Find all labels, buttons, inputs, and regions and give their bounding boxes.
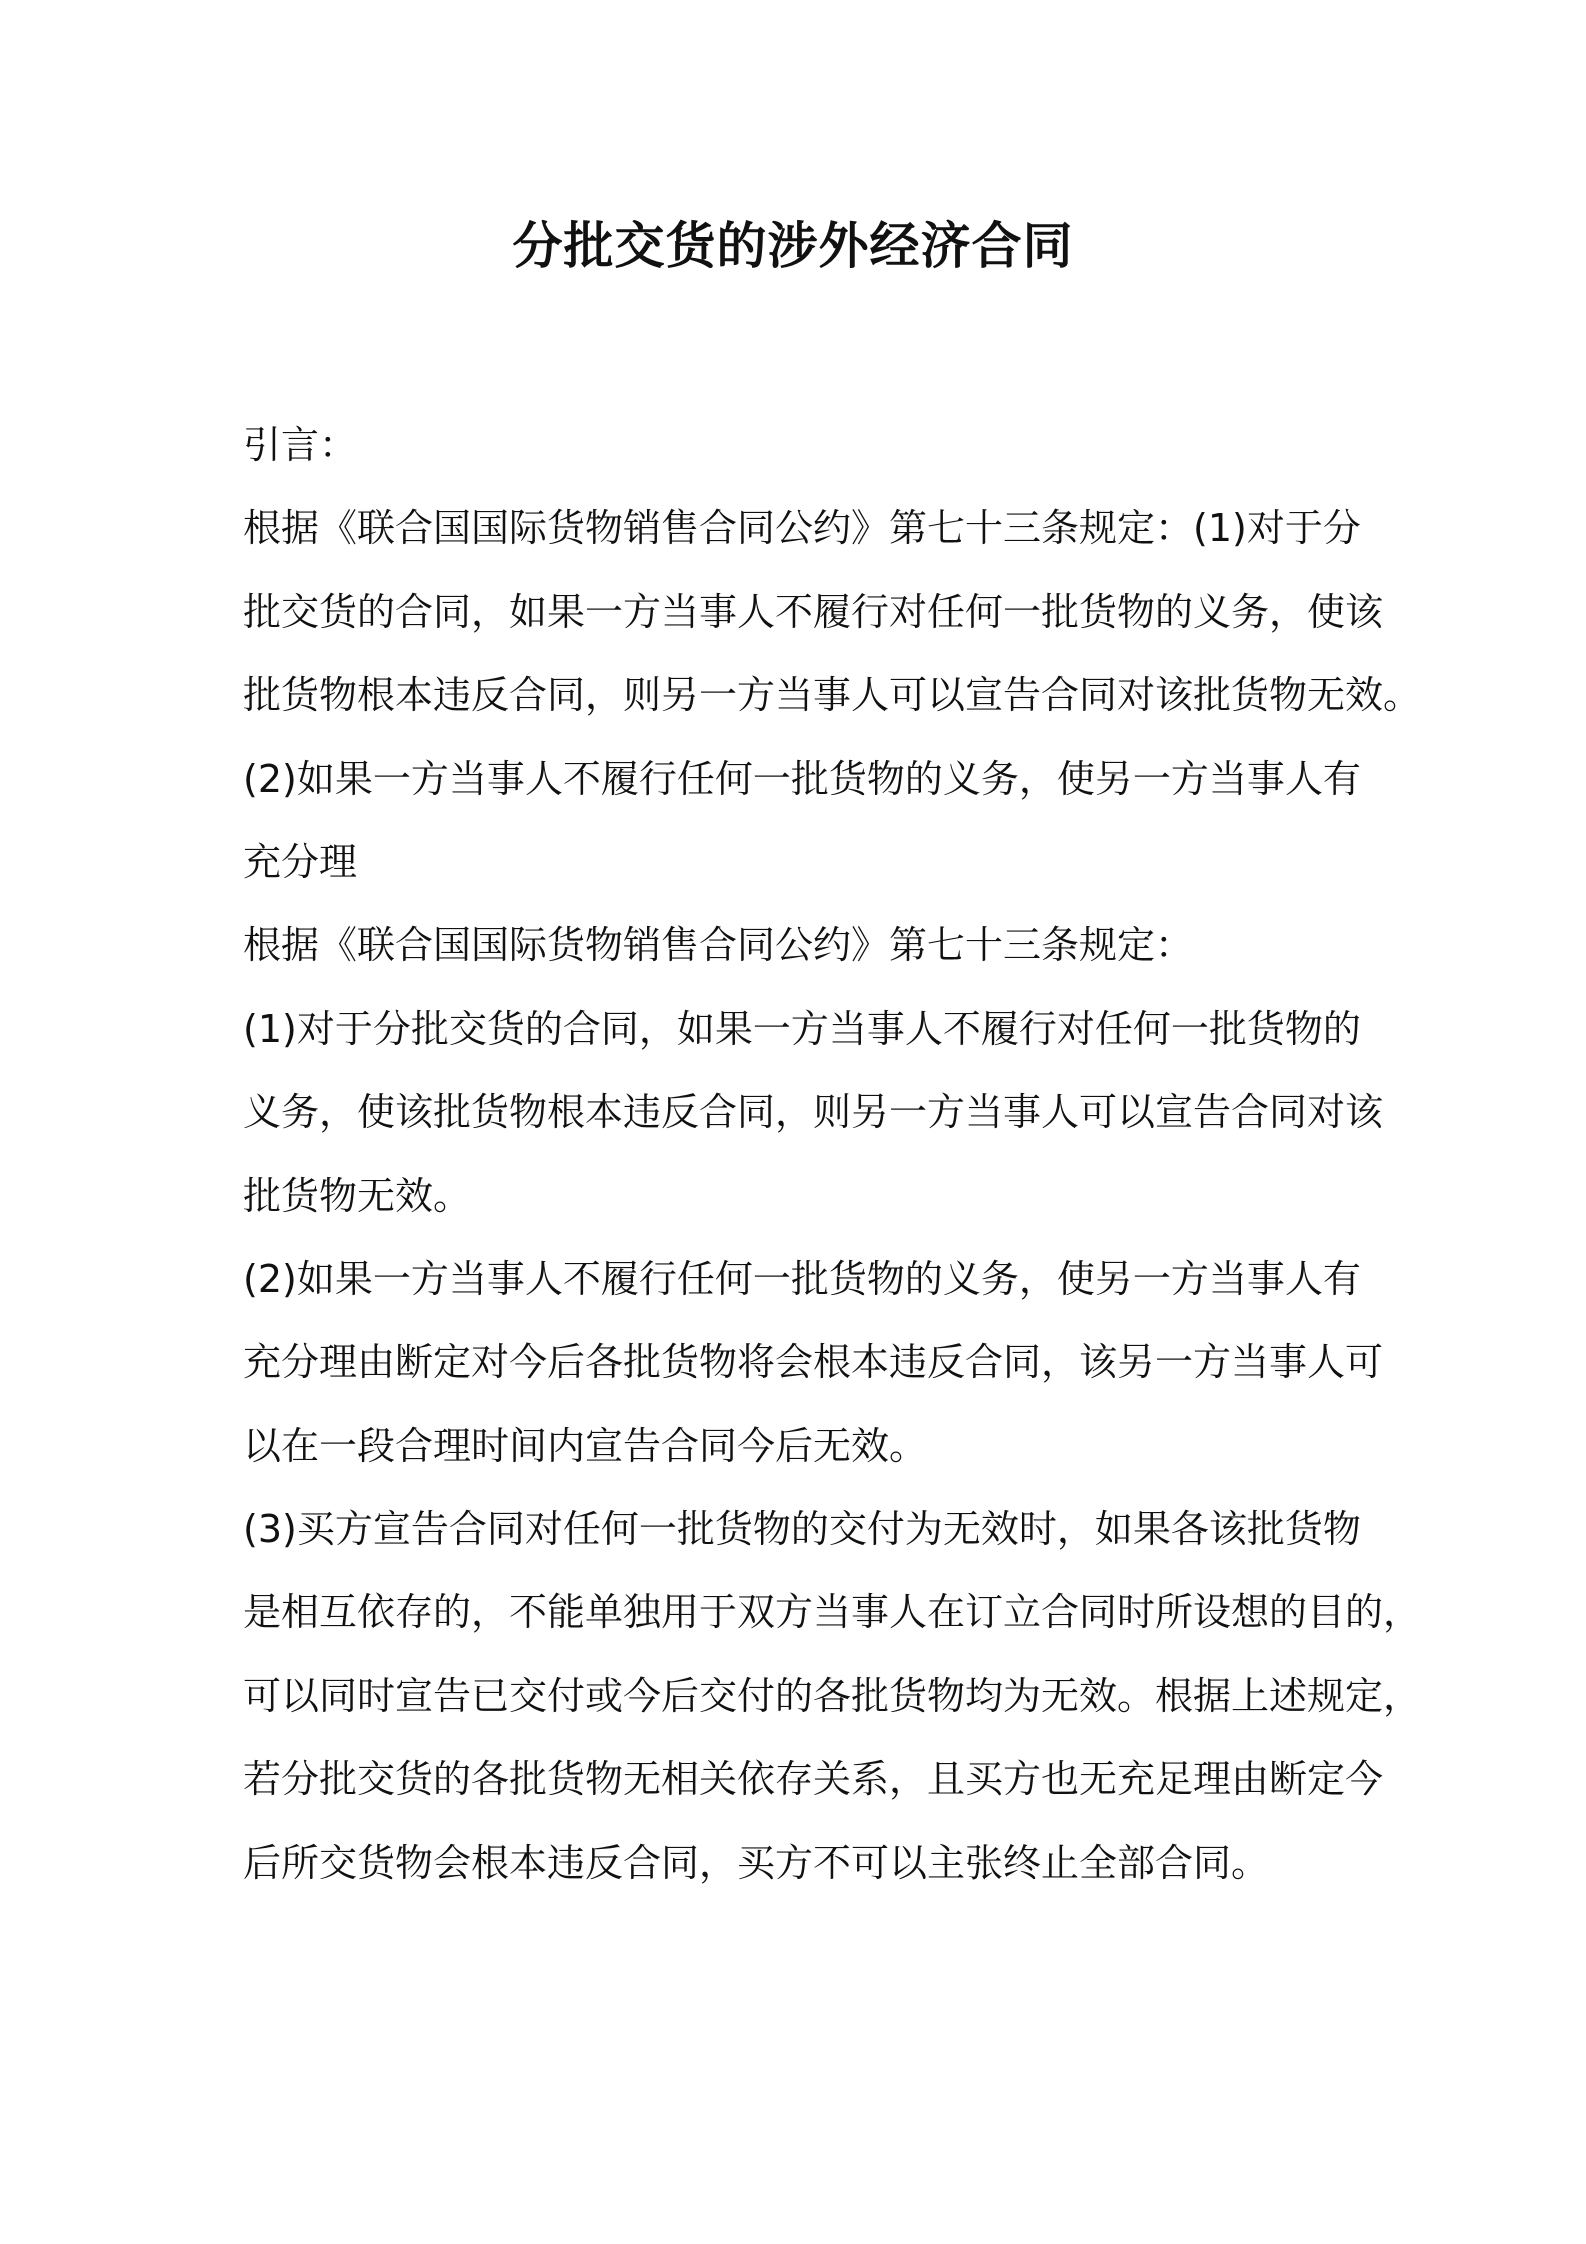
body-line: 若分批交货的各批货物无相关依存关系，且买方也无充足理由断定今	[243, 1757, 1384, 1802]
body-line: 根据《联合国国际货物销售合同公约》第七十三条规定：(1)对于分	[243, 506, 1361, 551]
document-body	[243, 404, 1422, 1905]
body-line: 批货物无效。	[243, 1173, 472, 1218]
body-line: (2)如果一方当事人不履行任何一批货物的义务，使另一方当事人有	[243, 1256, 1361, 1301]
body-line: 批货物根本违反合同，则另一方当事人可以宣告合同对该批货物无效。	[243, 673, 1422, 718]
body-line: 批交货的合同，如果一方当事人不履行对任何一批货物的义务，使该	[243, 589, 1384, 634]
body-line: 引言：	[243, 423, 358, 467]
body-line: (3)买方宣告合同对任何一批货物的交付为无效时，如果各该批货物	[243, 1507, 1361, 1552]
body-line: 后所交货物会根本违反合同，买方不可以主张终止全部合同。	[243, 1840, 1270, 1885]
body-line: 充分理	[243, 839, 358, 884]
body-line: 充分理由断定对今后各批货物将会根本违反合同，该另一方当事人可	[243, 1340, 1384, 1385]
body-line: 义务，使该批货物根本违反合同，则另一方当事人可以宣告合同对该	[243, 1090, 1384, 1135]
body-line: 以在一段合理时间内宣告合同今后无效。	[243, 1423, 928, 1468]
document-title: 分批交货的涉外经济合同	[512, 217, 1074, 275]
body-line: 可以同时宣告已交付或今后交付的各批货物均为无效。根据上述规定，	[243, 1673, 1422, 1718]
body-line: (1)对于分批交货的合同，如果一方当事人不履行对任何一批货物的	[243, 1006, 1361, 1051]
body-line: (2)如果一方当事人不履行任何一批货物的义务，使另一方当事人有	[243, 756, 1361, 801]
body-line: 是相互依存的，不能单独用于双方当事人在订立合同时所设想的目的，	[243, 1590, 1422, 1635]
body-line: 根据《联合国国际货物销售合同公约》第七十三条规定：	[243, 923, 1194, 968]
